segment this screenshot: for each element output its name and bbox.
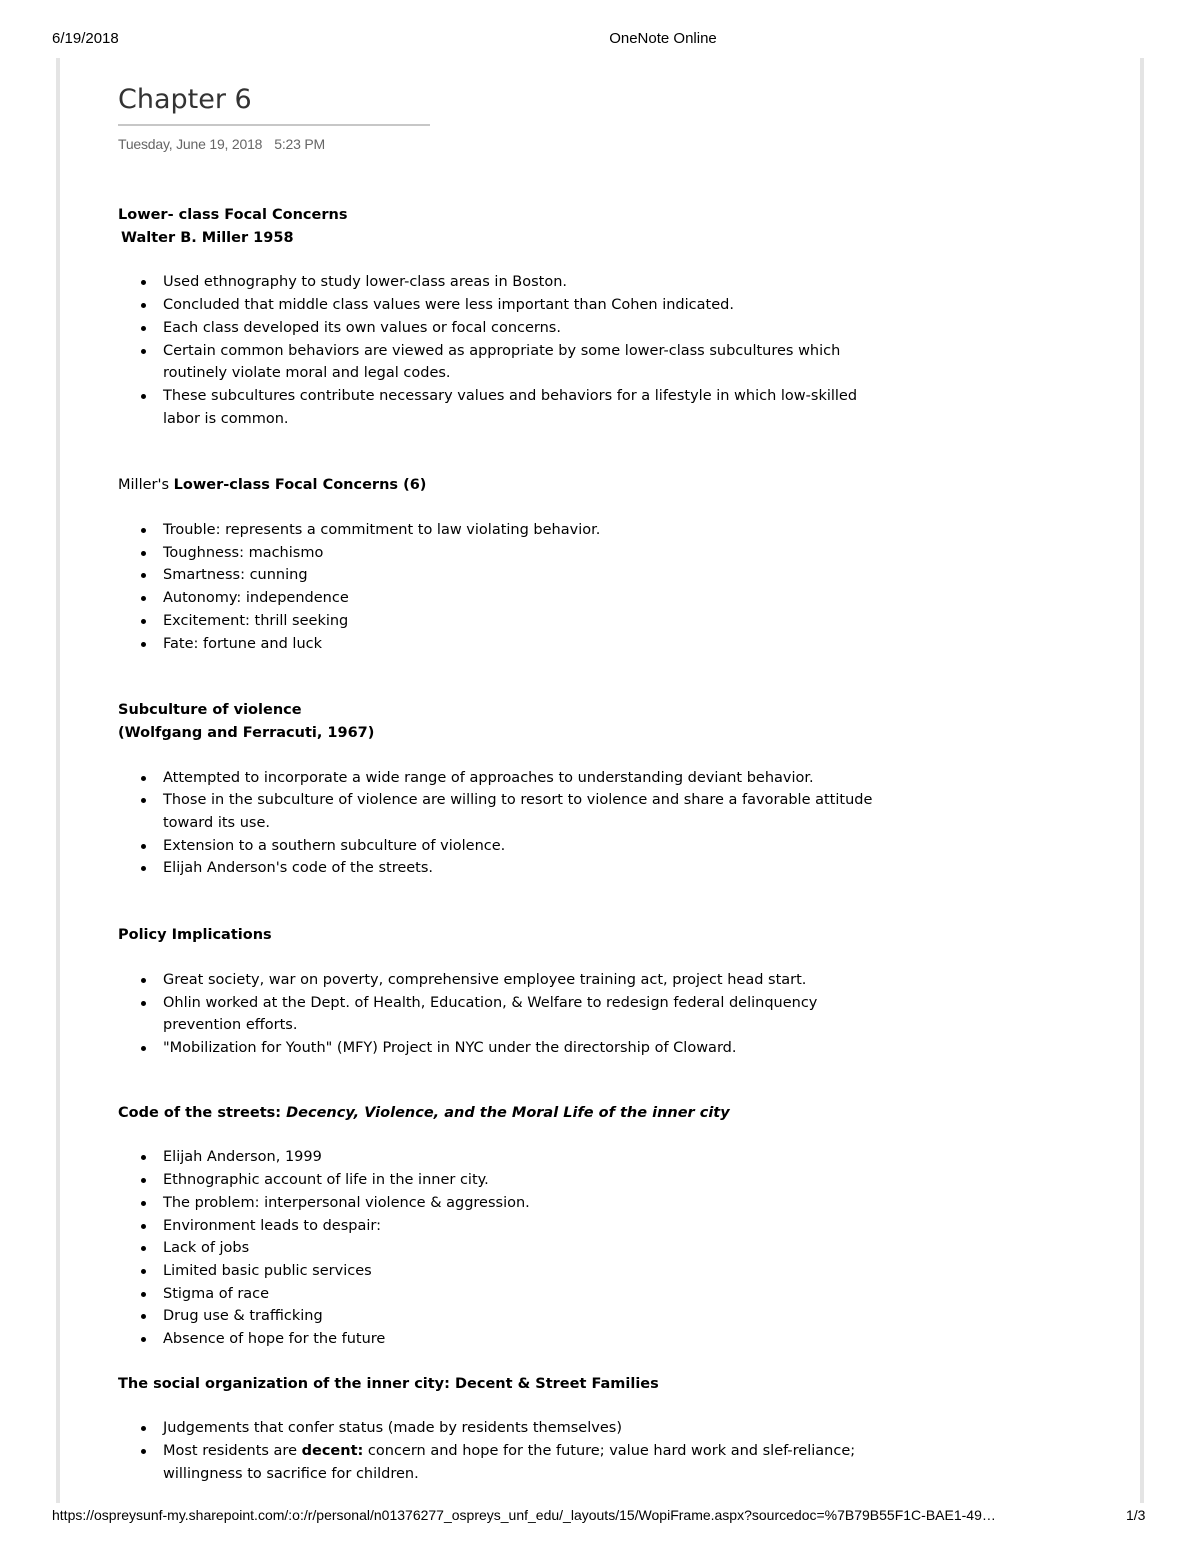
list-item: Stigma of race [163,1283,883,1306]
list-item: Elijah Anderson, 1999 [163,1146,883,1169]
list-item: Used ethnography to study lower-class areas in Boston. [163,271,883,294]
section-heading: Subculture of violence [118,702,302,719]
section-social-organization [118,1373,1118,1486]
list-item: Smartness: cunning [163,564,883,587]
frame-left-border [56,58,60,1503]
list-item: "Mobilization for Youth" (MFY) Project in NYC under the directorship of Cloward. [163,1037,883,1060]
frame-right-border [1140,58,1144,1503]
list-item: Limited basic public services [163,1260,883,1283]
list-item: Absence of hope for the future [163,1328,883,1351]
list-item: Ohlin worked at the Dept. of Health, Education, & Welfare to redesign federal delinquency prevention efforts. [163,992,883,1037]
list-item: Certain common behaviors are viewed as appropriate by some lower-class subcultures which routinely violate moral and legal codes. [163,340,883,385]
bullet-list [118,1417,1118,1485]
list-item: Concluded that middle class values were less important than Cohen indicated. [163,294,883,317]
list-item: Autonomy: independence [163,587,883,610]
list-item: Excitement: thrill seeking [163,610,883,633]
list-item: Lack of jobs [163,1237,883,1260]
section-heading: Policy Implications [118,927,272,944]
book-title: Decency, Violence, and the Moral Life of the inner city [286,1104,730,1121]
bullet-list [118,969,1118,1060]
bullet-list [118,519,1118,655]
list-item-bold: decent: [301,1443,364,1460]
list-item: Attempted to incorporate a wide range of approaches to understanding deviant behavior. [163,767,883,790]
section-code-of-the-streets [118,1102,1118,1351]
section-millers-focal-concerns [118,474,1118,655]
page-content[interactable] [118,204,1118,1486]
onenote-page [118,80,1118,1486]
bullet-list [118,767,1118,881]
list-item: Elijah Anderson's code of the streets. [163,857,883,880]
section-policy-implications [118,924,1118,1060]
list-item-prefix: Most residents are [163,1443,302,1460]
list-item: Trouble: represents a commitment to law violating behavior. [163,519,883,542]
list-item [163,1440,883,1485]
print-header [0,30,1200,50]
section-subheading: (Wolfgang and Ferracuti, 1967) [118,724,375,741]
bullet-list [118,271,1118,430]
list-item: Those in the subculture of violence are willing to resort to violence and share a favorable attitude toward its use. [163,789,883,834]
list-item: The problem: interpersonal violence & aggression. [163,1192,883,1215]
section-heading-bold: Lower-class Focal Concerns (6) [173,477,427,494]
print-page-number: 1/3 [1126,1507,1146,1523]
section-lower-class-focal-concerns [118,204,1118,430]
section-subheading: Walter B. Miller 1958 [121,229,294,246]
page-time: 5:23 PM [274,136,326,152]
list-item: Great society, war on poverty, comprehensive employee training act, project head start. [163,969,883,992]
page-timestamp [118,136,1118,152]
section-heading [118,1102,1118,1125]
section-heading: Miller's Lower-class Focal Concerns (6) [118,477,427,494]
section-subculture-of-violence [118,699,1118,880]
page-title[interactable]: Chapter 6 [118,80,430,126]
list-item: Environment leads to despair: [163,1215,883,1238]
list-item: Extension to a southern subculture of violence. [163,835,883,858]
print-date: 6/19/2018 [52,30,119,47]
list-item: Ethnographic account of life in the inner city. [163,1169,883,1192]
list-item-suffix: concern and hope for the future; value hard work and slef-reliance; willingness to sacrifice for children. [163,1443,856,1482]
list-item: Fate: fortune and luck [163,633,883,656]
list-item: Judgements that confer status (made by residents themselves) [163,1417,883,1440]
bullet-list [118,1146,1118,1350]
print-url: https://ospreysunf-my.sharepoint.com/:o:/r/personal/n01376277_ospreys_unf_edu/_layouts/15/WopiFrame.aspx?sourcedoc=%7B79B55F1C-BAE1-49… [52,1507,996,1523]
print-app-name: OneNote Online [609,30,717,47]
list-item: These subcultures contribute necessary values and behaviors for a lifestyle in which low-skilled labor is common. [163,385,883,430]
page-date: Tuesday, June 19, 2018 [118,136,263,152]
section-heading-prefix: Code of the streets: [118,1104,287,1121]
section-heading: Lower- class Focal Concerns [118,207,348,223]
list-item: Toughness: machismo [163,542,883,565]
list-item: Each class developed its own values or focal concerns. [163,317,883,340]
section-heading: The social organization of the inner city: Decent & Street Families [118,1375,659,1392]
list-item: Drug use & trafficking [163,1305,883,1328]
